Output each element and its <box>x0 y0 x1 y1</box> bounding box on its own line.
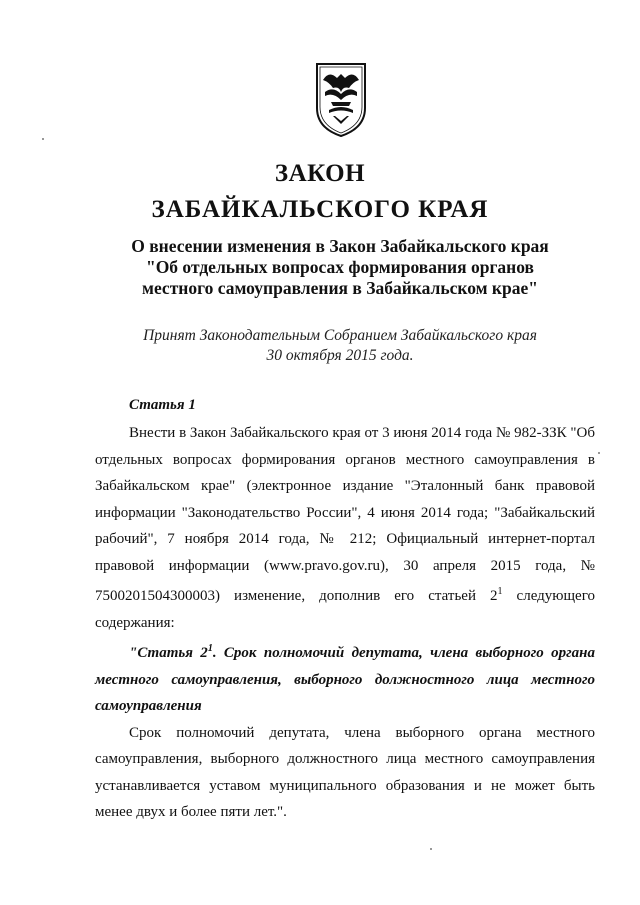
superscript: 1 <box>207 643 213 654</box>
quote-open: "Статья 2 <box>129 645 208 661</box>
paragraph-text: Внести в Закон Забайкальского края от 3 июня 2014 года № 982-ЗЗК "Об отдельных вопросах формирования органов местного самоуправления в Забайкальском крае" (электронное издание "Эталонный банк правовой информации "Законодательство России", 4 июня 2014 года; "Забайкальский рабочий", 7 ноября 2014 года, № 212; Официальный интернет-портал правовой информации (www.pravo.gov.ru), 30 апреля 2015 года, № 7500201504300003) изменение, дополнив его статьей 2 <box>95 425 595 604</box>
article-paragraph <box>95 420 595 636</box>
document-title-line2: ЗАБАЙКАЛЬСКОГО КРАЯ <box>151 196 489 223</box>
document-title-line1: ЗАКОН <box>274 160 366 187</box>
quote-rest: . Срок полномочий депутата, члена выборного органа местного самоуправления, выборного должностного лица местного самоуправления <box>95 645 595 714</box>
adoption-line: Принят Законодательным Собранием Забайкальского края <box>143 327 537 344</box>
scan-speck <box>42 138 44 140</box>
adoption-date: 30 октября 2015 года. <box>266 347 414 364</box>
subtitle-line: "Об отдельных вопросах формирования органов <box>145 257 535 277</box>
superscript: 1 <box>497 586 503 597</box>
subtitle-line: О внесении изменения в Закон Забайкальского края <box>131 236 549 256</box>
coat-of-arms-icon <box>313 58 369 138</box>
paragraph-text-end: следующего содержания: <box>95 588 595 631</box>
adoption-note <box>100 326 580 366</box>
article-paragraph: Срок полномочий депутата, члена выборного органа местного самоуправления, выборного должностного лица местного самоуправления устанавливается уставом муниципального образования и не может быть менее двух и более пяти лет.". <box>95 724 595 820</box>
document-subtitle <box>100 236 580 299</box>
scan-speck <box>430 848 432 850</box>
scan-speck <box>598 452 600 454</box>
article-heading: Статья 1 <box>129 397 196 413</box>
quoted-article-heading <box>95 636 595 720</box>
article-body <box>95 420 595 826</box>
subtitle-line: местного самоуправления в Забайкальском крае" <box>142 278 538 298</box>
